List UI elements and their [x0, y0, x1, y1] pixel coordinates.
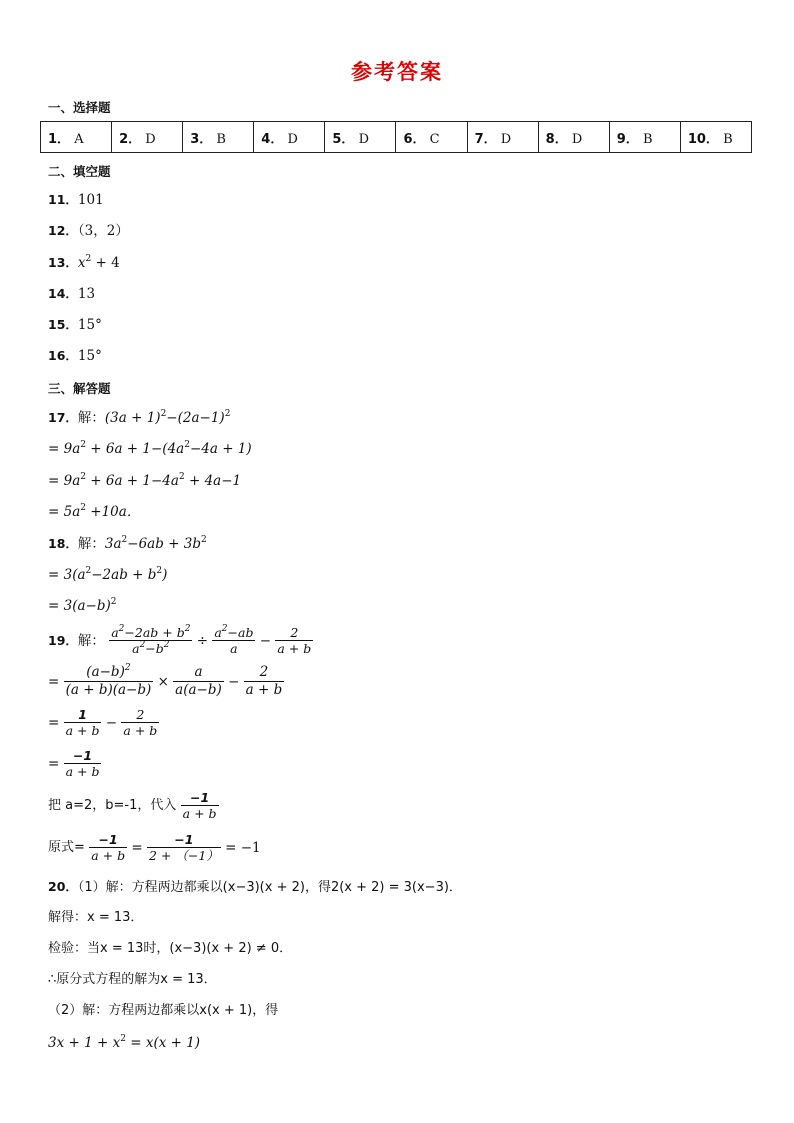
- answer-14: 14．13: [48, 286, 96, 302]
- q20-line-4: ∴原分式方程的解为x = 13．: [48, 972, 217, 987]
- q18-line-2: = $3(a^2-2ab + b^2)$: [48, 566, 168, 583]
- q20-line-6: $3x + 1 + x^2 = x(x + 1)$: [48, 1034, 201, 1051]
- choice-cell: 5． D: [325, 122, 396, 153]
- fraction: $\frac{a^2-ab}{a}$: [214, 624, 254, 656]
- choice-cell: 9． B: [609, 122, 680, 153]
- fraction: $\frac{(a-b)^2}{(a + b)(a-b)}$: [65, 663, 152, 698]
- fraction: $\frac{-1}{a + b}$: [182, 790, 217, 821]
- choice-cell: 1． A: [41, 122, 112, 153]
- fraction: $\frac{a^2-2ab + b^2}{a^2-b^2}$: [111, 624, 191, 656]
- q19-line-4: = $\frac{-1}{a + b}$: [48, 748, 100, 779]
- q19-line-3: = $\frac{1}{a + b}$ − $\frac{2}{a + b}$: [48, 707, 158, 738]
- q20-line-5: （2）解：方程两边都乘以x(x + 1)，得: [48, 1003, 279, 1018]
- answer-16: 16．15°: [48, 348, 102, 364]
- fraction: $\frac{-1}{a + b}$: [91, 832, 126, 863]
- q17-line-4: = $5a^2 +10a$．: [48, 503, 141, 520]
- choice-cell: 2． D: [112, 122, 183, 153]
- choice-cell: 6． C: [396, 122, 467, 153]
- q18-line-3: = $3(a-b)^2$: [48, 597, 117, 614]
- q20-line-1: 20．（1）解：方程两边都乘以(x−3)(x + 2)，得2(x + 2) = 3(x−3)．: [48, 879, 462, 895]
- choice-cell: 3． B: [183, 122, 254, 153]
- answer-11: 11．101: [48, 192, 104, 208]
- q19-line-6: 原式= $\frac{-1}{a + b}$ = $\frac{-1}{2 + (-1)}$ = −1: [48, 832, 261, 863]
- choice-cell: 7． D: [467, 122, 538, 153]
- section-heading-choice: 一、选择题: [48, 100, 111, 115]
- answer-12: 12．（3，2）: [48, 223, 129, 239]
- fraction: $\frac{-1}{2 + (-1)}$: [148, 832, 219, 863]
- q18-line-1: 18．解：$3a^2-6ab + 3b^2$: [48, 535, 207, 552]
- q20-line-3: 检验：当x = 13时，(x−3)(x + 2) ≠ 0．: [48, 941, 293, 956]
- q17-line-2: = $9a^2 + 6a + 1-(4a^2-4a + 1)$: [48, 440, 252, 457]
- q19-line-1: 19．解： $\frac{a^2-2ab + b^2}{a^2-b^2}$ ÷ $\frac{a^2-ab}{a}$ − $\frac{2}{a + b}$: [48, 624, 312, 656]
- q20-line-2: 解得：x = 13．: [48, 910, 144, 925]
- fraction: $\frac{a}{a(a-b)}$: [175, 664, 222, 698]
- fraction: $\frac{-1}{a + b}$: [65, 748, 100, 779]
- choice-answer-table: [40, 121, 752, 153]
- choice-cell: 10． B: [680, 122, 751, 153]
- choice-cell: 8． D: [538, 122, 609, 153]
- fraction: $\frac{2}{a + b}$: [245, 664, 283, 698]
- fraction: $\frac{2}{a + b}$: [277, 625, 312, 656]
- section-heading-solve: 三、解答题: [48, 381, 111, 396]
- answer-15: 15．15°: [48, 317, 102, 333]
- page-title: 参考答案: [351, 60, 443, 84]
- q19-line-5: 把 a=2，b=-1，代入 $\frac{-1}{a + b}$: [48, 790, 217, 821]
- choice-cell: 4． D: [254, 122, 325, 153]
- q17-line-1: 17．解：$(3a + 1)^2-(2a-1)^2$: [48, 409, 231, 426]
- fraction: $\frac{2}{a + b}$: [123, 707, 158, 738]
- answer-13: 13．$x^2 + 4$: [48, 254, 120, 271]
- q19-line-2: = $\frac{(a-b)^2}{(a + b)(a-b)}$ × $\frac{a}{a(a-b)}$ − $\frac{2}{a + b}$: [48, 663, 283, 698]
- fraction: $\frac{1}{a + b}$: [65, 707, 100, 738]
- q17-line-3: = $9a^2 + 6a + 1-4a^2 + 4a-1$: [48, 472, 242, 489]
- section-heading-fill: 二、填空题: [48, 164, 111, 179]
